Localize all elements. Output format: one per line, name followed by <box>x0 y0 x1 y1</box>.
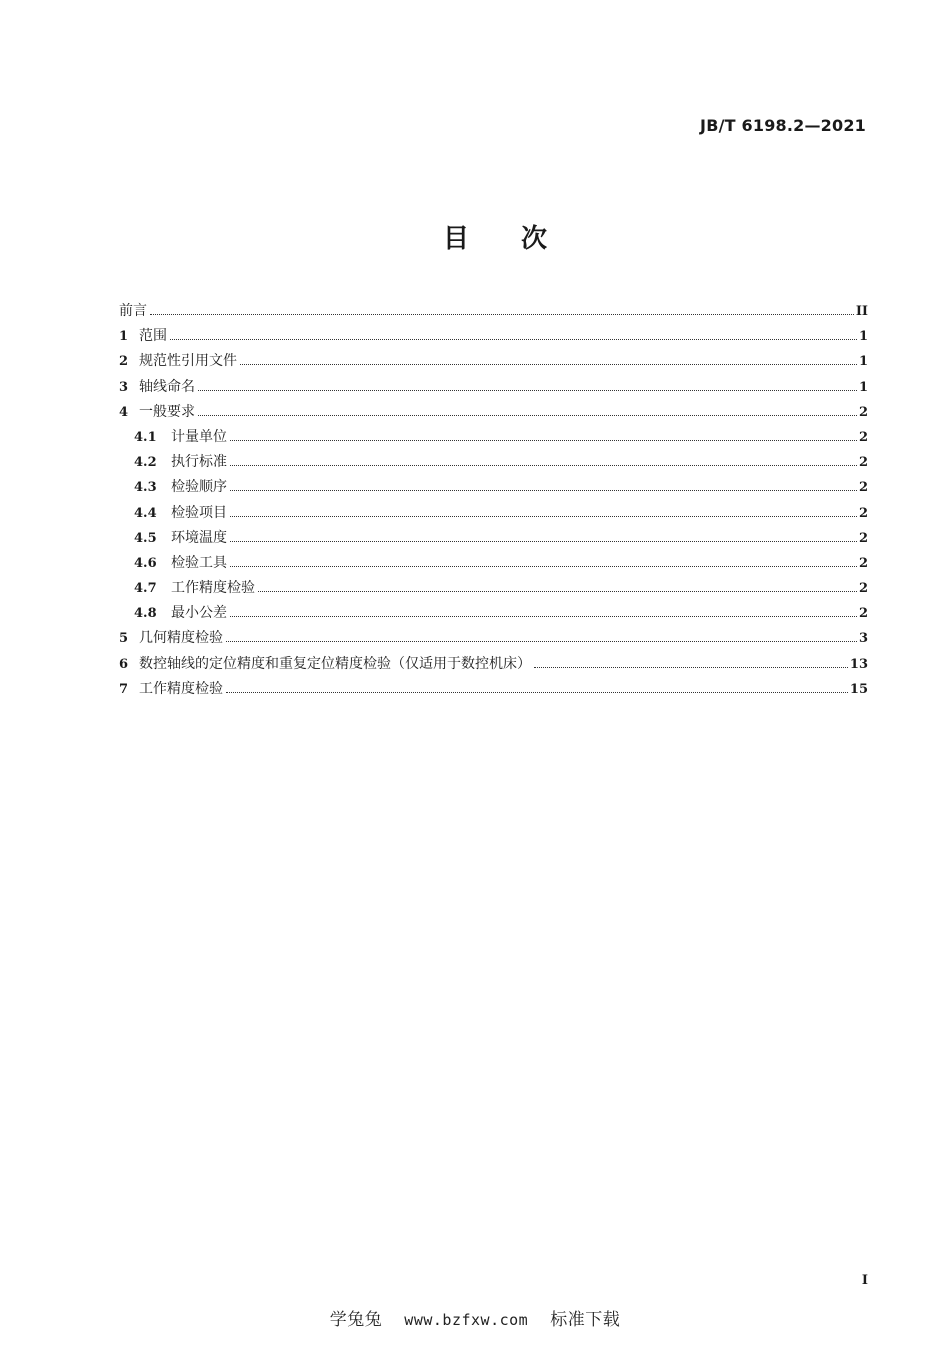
toc-leader-dots <box>258 591 857 592</box>
toc-entry-page: 2 <box>858 505 868 521</box>
toc-leader-dots <box>230 516 857 517</box>
toc-entry-label: 轴线命名 <box>139 378 195 395</box>
toc-leader-dots <box>226 692 848 693</box>
toc-entry-label: 数控轴线的定位精度和重复定位精度检验（仅适用于数控机床） <box>139 655 531 672</box>
toc-entry-page: 1 <box>858 354 868 370</box>
toc-entry-page: 2 <box>858 480 868 496</box>
toc-entry-label: 几何精度检验 <box>139 630 223 647</box>
toc-entry-page: 3 <box>858 631 868 647</box>
toc-entry-label: 规范性引用文件 <box>139 353 237 370</box>
title-char-1: 目 <box>442 224 469 254</box>
toc-entry-page: II <box>855 304 868 319</box>
toc-entry-page: 2 <box>858 455 868 471</box>
toc-entry-3[interactable] <box>119 375 868 400</box>
toc-leader-dots <box>170 339 857 340</box>
toc-entry-number: 4.4 <box>134 505 157 521</box>
toc-entry-page: 2 <box>858 555 868 571</box>
toc-leader-dots <box>230 566 857 567</box>
toc-leader-dots <box>230 616 857 617</box>
toc-entry-label: 前言 <box>119 303 147 319</box>
toc-leader-dots <box>230 465 857 466</box>
toc-entry-label: 范围 <box>139 328 167 345</box>
toc-entry-page: 1 <box>858 329 868 345</box>
toc-entry-label: 检验顺序 <box>171 479 227 496</box>
toc-entry-6[interactable] <box>119 652 868 677</box>
toc-leader-dots <box>534 667 848 668</box>
toc-entry-number: 4 <box>119 404 129 420</box>
footer-tagline: 标准下载 <box>550 1310 621 1330</box>
toc-entry-number: 7 <box>119 681 129 697</box>
toc-entry-number: 4.8 <box>134 606 157 622</box>
toc-entry-label: 计量单位 <box>171 428 227 445</box>
toc-entry-1[interactable] <box>119 324 868 349</box>
toc-entry-number: 1 <box>119 329 129 345</box>
toc-entry-number: 4.3 <box>134 480 157 496</box>
table-of-contents <box>119 299 868 702</box>
standard-code: JB/T 6198.2—2021 <box>700 116 866 135</box>
toc-entry-4-5[interactable] <box>119 526 868 551</box>
toc-entry-page: 2 <box>858 530 868 546</box>
toc-entry-page: 2 <box>858 606 868 622</box>
toc-leader-dots <box>150 314 854 315</box>
toc-entry-4-8[interactable] <box>119 601 868 626</box>
footer-site-name: 学兔兔 <box>329 1310 383 1330</box>
toc-leader-dots <box>230 541 857 542</box>
toc-entry-4-3[interactable] <box>119 475 868 500</box>
toc-entry-page: 13 <box>849 656 868 672</box>
toc-entry-label: 环境温度 <box>171 529 227 546</box>
toc-leader-dots <box>198 415 857 416</box>
toc-entry-label: 工作精度检验 <box>139 680 223 697</box>
toc-entry-label: 执行标准 <box>171 454 227 471</box>
toc-leader-dots <box>230 440 857 441</box>
toc-leader-dots <box>226 641 857 642</box>
toc-entry-4-6[interactable] <box>119 551 868 576</box>
toc-entry-page: 2 <box>858 581 868 597</box>
toc-leader-dots <box>198 390 857 391</box>
toc-entry-label: 一般要求 <box>139 403 195 420</box>
toc-leader-dots <box>240 364 857 365</box>
toc-entry-label: 检验工具 <box>171 554 227 571</box>
toc-entry-4-1[interactable] <box>119 425 868 450</box>
page-title <box>0 218 950 255</box>
toc-entry-4[interactable] <box>119 400 868 425</box>
toc-entry-label: 工作精度检验 <box>171 580 255 597</box>
toc-entry-number: 2 <box>119 354 129 370</box>
toc-entry-page: 2 <box>858 404 868 420</box>
toc-entry-number: 4.6 <box>134 555 157 571</box>
footer-watermark <box>0 1305 950 1330</box>
toc-entry-number: 4.1 <box>134 429 157 445</box>
toc-leader-dots <box>230 490 857 491</box>
toc-entry-number: 4.5 <box>134 530 157 546</box>
toc-entry-2[interactable] <box>119 349 868 374</box>
footer-url[interactable]: www.bzfxw.com <box>404 1311 529 1329</box>
toc-entry-page: 1 <box>858 379 868 395</box>
toc-entry-4-7[interactable] <box>119 576 868 601</box>
toc-entry-number: 4.2 <box>134 455 157 471</box>
toc-entry-4-4[interactable] <box>119 501 868 526</box>
toc-entry-page: 2 <box>858 429 868 445</box>
toc-entry-label: 最小公差 <box>171 605 227 622</box>
toc-entry-7[interactable] <box>119 677 868 702</box>
toc-entry-5[interactable] <box>119 626 868 651</box>
toc-entry-number: 3 <box>119 379 129 395</box>
toc-entry-number: 5 <box>119 631 129 647</box>
toc-entry-label: 检验项目 <box>171 504 227 521</box>
toc-entry-4-2[interactable] <box>119 450 868 475</box>
title-char-2: 次 <box>521 224 548 254</box>
page-number: I <box>861 1273 868 1288</box>
toc-entry-number: 6 <box>119 656 129 672</box>
toc-entry-page: 15 <box>849 681 868 697</box>
toc-entry-number: 4.7 <box>134 581 157 597</box>
toc-entry-foreword[interactable] <box>119 299 868 324</box>
